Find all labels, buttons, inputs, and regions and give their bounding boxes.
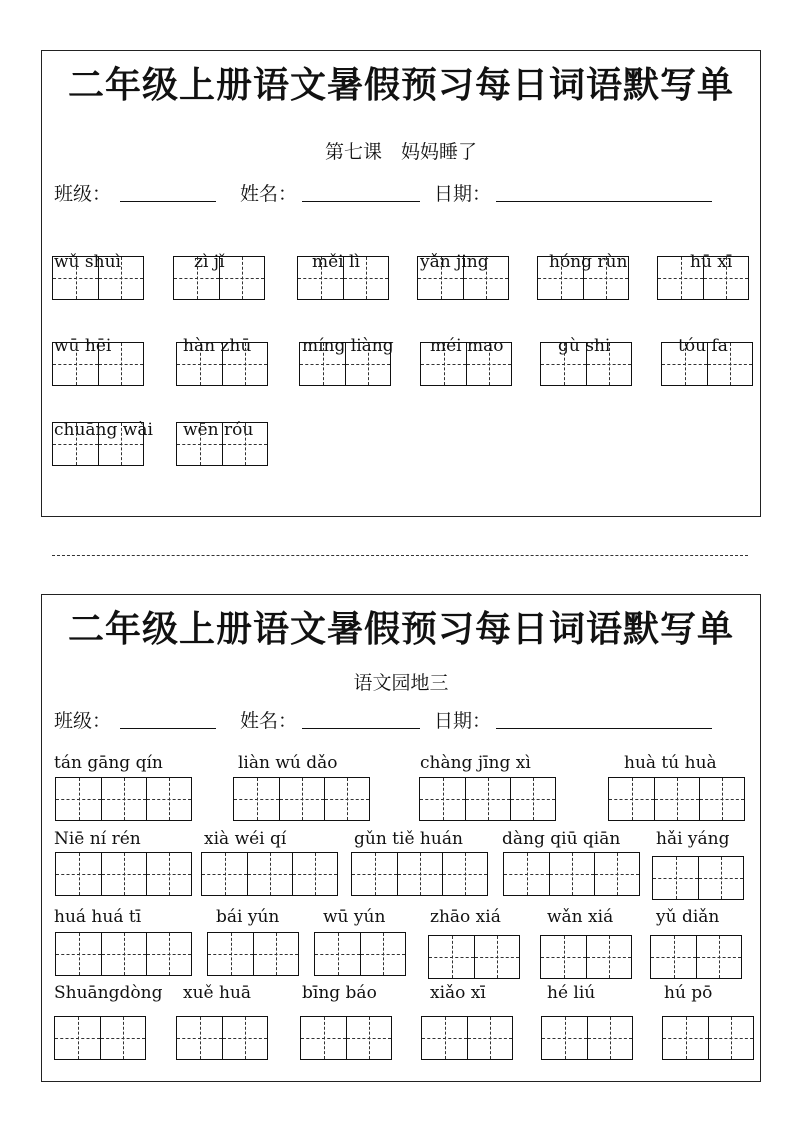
tianzige-cell[interactable] — [292, 853, 337, 895]
tianzige-cell[interactable] — [146, 933, 191, 975]
tianzige-cell[interactable] — [538, 257, 583, 299]
writing-box-group[interactable] — [297, 256, 389, 300]
writing-box-group[interactable] — [55, 852, 192, 896]
tianzige-cell[interactable] — [324, 778, 369, 820]
word-pinyin: wǔ shuì — [54, 252, 121, 272]
tianzige-cell[interactable] — [202, 853, 247, 895]
word-pinyin: huá huá tī — [54, 907, 142, 927]
tianzige-cell[interactable] — [98, 343, 143, 385]
writing-box-group[interactable] — [299, 342, 391, 386]
writing-box-group[interactable] — [176, 342, 268, 386]
tianzige-cell[interactable] — [421, 343, 466, 385]
word-pinyin: wū yún — [323, 907, 386, 927]
writing-box-group[interactable] — [503, 852, 640, 896]
word-pinyin: měi lì — [312, 252, 360, 272]
tianzige-cell[interactable] — [420, 778, 465, 820]
date-field[interactable] — [496, 201, 712, 202]
class-field[interactable] — [120, 201, 216, 202]
writing-box-group[interactable] — [657, 256, 749, 300]
name-field[interactable] — [302, 728, 420, 729]
tianzige-cell[interactable] — [696, 936, 741, 978]
tianzige-cell[interactable] — [146, 778, 191, 820]
writing-box-group[interactable] — [52, 422, 144, 466]
tianzige-cell[interactable] — [53, 423, 98, 465]
tianzige-cell[interactable] — [101, 853, 146, 895]
writing-box-group[interactable] — [541, 1016, 633, 1060]
word-pinyin: hū xī — [690, 252, 733, 272]
tianzige-cell[interactable] — [653, 857, 698, 899]
name-label: 姓名： — [240, 710, 298, 732]
tianzige-cell[interactable] — [707, 343, 752, 385]
writing-box-group[interactable] — [608, 777, 745, 821]
word-pinyin: méi mao — [430, 336, 504, 356]
tianzige-cell[interactable] — [662, 343, 707, 385]
tianzige-cell[interactable] — [234, 778, 279, 820]
writing-box-group[interactable] — [52, 342, 144, 386]
tianzige-cell[interactable] — [177, 1017, 222, 1059]
tianzige-cell[interactable] — [542, 1017, 587, 1059]
worksheet-title: 二年级上册语文暑假预习每日词语默写单 — [67, 609, 734, 650]
word-pinyin: hóng rùn — [549, 252, 628, 272]
word-pinyin: wū hēi — [54, 336, 112, 356]
tianzige-cell[interactable] — [663, 1017, 708, 1059]
tianzige-cell[interactable] — [298, 257, 343, 299]
tianzige-cell[interactable] — [541, 936, 586, 978]
tianzige-cell[interactable] — [510, 778, 555, 820]
writing-box-group[interactable] — [419, 777, 556, 821]
tianzige-cell[interactable] — [429, 936, 474, 978]
tianzige-cell[interactable] — [55, 1017, 100, 1059]
tianzige-cell[interactable] — [541, 343, 586, 385]
tianzige-cell[interactable] — [442, 853, 487, 895]
lesson-title: 语文园地三 — [353, 672, 449, 694]
tianzige-cell[interactable] — [463, 257, 508, 299]
tianzige-cell[interactable] — [609, 778, 654, 820]
tianzige-cell[interactable] — [222, 343, 267, 385]
tianzige-cell[interactable] — [465, 778, 510, 820]
tianzige-cell[interactable] — [101, 933, 146, 975]
tianzige-cell[interactable] — [549, 853, 594, 895]
date-label: 日期： — [434, 183, 492, 205]
word-pinyin: hé liú — [547, 983, 596, 1003]
tianzige-cell[interactable] — [699, 778, 744, 820]
word-pinyin: hǎi yáng — [656, 829, 730, 849]
tianzige-cell[interactable] — [474, 936, 519, 978]
writing-box-group[interactable] — [55, 777, 192, 821]
tianzige-cell[interactable] — [343, 257, 388, 299]
tianzige-cell[interactable] — [177, 343, 222, 385]
word-pinyin: xià wéi qí — [204, 829, 287, 849]
tianzige-cell[interactable] — [397, 853, 442, 895]
date-field[interactable] — [496, 728, 712, 729]
tianzige-cell[interactable] — [466, 343, 511, 385]
tianzige-cell[interactable] — [146, 853, 191, 895]
writing-box-group[interactable] — [52, 256, 144, 300]
tianzige-cell[interactable] — [53, 343, 98, 385]
word-pinyin: yǎn jing — [420, 252, 489, 272]
writing-box-group[interactable] — [300, 1016, 392, 1060]
tianzige-cell[interactable] — [698, 857, 743, 899]
name-field[interactable] — [302, 201, 420, 202]
tianzige-cell[interactable] — [253, 933, 298, 975]
cut-line-divider — [52, 555, 748, 556]
writing-box-group[interactable] — [207, 932, 299, 976]
tianzige-cell[interactable] — [56, 778, 101, 820]
word-pinyin: wēn róu — [183, 420, 254, 440]
class-label: 班级： — [54, 183, 112, 205]
word-pinyin: gù shi — [558, 336, 611, 356]
word-pinyin: Shuāngdòng — [54, 983, 163, 1003]
tianzige-cell[interactable] — [174, 257, 219, 299]
tianzige-cell[interactable] — [53, 257, 98, 299]
tianzige-cell[interactable] — [247, 853, 292, 895]
writing-box-group[interactable] — [176, 422, 268, 466]
date-label: 日期： — [434, 710, 492, 732]
writing-box-group[interactable] — [417, 256, 509, 300]
tianzige-cell[interactable] — [98, 423, 143, 465]
tianzige-cell[interactable] — [658, 257, 703, 299]
class-label: 班级： — [54, 710, 112, 732]
tianzige-cell[interactable] — [418, 257, 463, 299]
name-label: 姓名： — [240, 183, 298, 205]
word-pinyin: gǔn tiě huán — [354, 829, 463, 849]
word-pinyin: xuě huā — [183, 983, 252, 1003]
word-pinyin: chuāng wài — [54, 420, 153, 440]
tianzige-cell[interactable] — [583, 257, 628, 299]
worksheet-title: 二年级上册语文暑假预习每日词语默写单 — [67, 65, 734, 106]
tianzige-cell[interactable] — [300, 343, 345, 385]
word-pinyin: yǔ diǎn — [656, 907, 720, 927]
tianzige-cell[interactable] — [352, 853, 397, 895]
writing-box-group[interactable] — [54, 1016, 146, 1060]
writing-box-group[interactable] — [173, 256, 265, 300]
tianzige-cell[interactable] — [208, 933, 253, 975]
tianzige-cell[interactable] — [222, 1017, 267, 1059]
word-pinyin: tóu fa — [678, 336, 728, 356]
tianzige-cell[interactable] — [56, 933, 101, 975]
class-field[interactable] — [120, 728, 216, 729]
writing-box-group[interactable] — [652, 856, 744, 900]
word-pinyin: Niē ní rén — [54, 829, 141, 849]
writing-box-group[interactable] — [55, 932, 192, 976]
writing-box-group[interactable] — [201, 852, 338, 896]
tianzige-cell[interactable] — [56, 853, 101, 895]
word-pinyin: tán gāng qín — [54, 753, 163, 773]
tianzige-cell[interactable] — [360, 933, 405, 975]
writing-box-group[interactable] — [176, 1016, 268, 1060]
tianzige-cell[interactable] — [586, 343, 631, 385]
worksheet-2 — [41, 594, 761, 1082]
tianzige-cell[interactable] — [345, 343, 390, 385]
tianzige-cell[interactable] — [100, 1017, 145, 1059]
word-pinyin: dàng qiū qiān — [502, 829, 621, 849]
word-pinyin: huà tú huà — [624, 753, 717, 773]
word-pinyin: zì jǐ — [194, 252, 225, 272]
writing-box-group[interactable] — [420, 342, 512, 386]
writing-box-group[interactable] — [537, 256, 629, 300]
word-pinyin: wǎn xiá — [547, 907, 614, 927]
word-pinyin: liàn wú dǎo — [238, 753, 338, 773]
tianzige-cell[interactable] — [654, 778, 699, 820]
tianzige-cell[interactable] — [594, 853, 639, 895]
tianzige-cell[interactable] — [651, 936, 696, 978]
tianzige-cell[interactable] — [422, 1017, 467, 1059]
word-pinyin: zhāo xiá — [430, 907, 501, 927]
writing-box-group[interactable] — [540, 935, 632, 979]
tianzige-cell[interactable] — [708, 1017, 753, 1059]
writing-box-group[interactable] — [421, 1016, 513, 1060]
word-pinyin: hú pō — [664, 983, 713, 1003]
tianzige-cell[interactable] — [315, 933, 360, 975]
tianzige-cell[interactable] — [301, 1017, 346, 1059]
writing-box-group[interactable] — [662, 1016, 754, 1060]
writing-box-group[interactable] — [314, 932, 406, 976]
worksheet-1 — [41, 50, 761, 517]
writing-box-group[interactable] — [233, 777, 370, 821]
tianzige-cell[interactable] — [703, 257, 748, 299]
word-pinyin: xiǎo xī — [430, 983, 486, 1003]
tianzige-cell[interactable] — [222, 423, 267, 465]
writing-box-group[interactable] — [351, 852, 488, 896]
word-pinyin: chàng jīng xì — [420, 753, 531, 773]
writing-box-group[interactable] — [428, 935, 520, 979]
tianzige-cell[interactable] — [279, 778, 324, 820]
tianzige-cell[interactable] — [586, 936, 631, 978]
tianzige-cell[interactable] — [504, 853, 549, 895]
tianzige-cell[interactable] — [587, 1017, 632, 1059]
lesson-title: 第七课 妈妈睡了 — [324, 141, 477, 163]
tianzige-cell[interactable] — [98, 257, 143, 299]
word-pinyin: bīng báo — [302, 983, 377, 1003]
tianzige-cell[interactable] — [101, 778, 146, 820]
word-pinyin: bái yún — [216, 907, 280, 927]
tianzige-cell[interactable] — [177, 423, 222, 465]
writing-box-group[interactable] — [661, 342, 753, 386]
tianzige-cell[interactable] — [467, 1017, 512, 1059]
tianzige-cell[interactable] — [346, 1017, 391, 1059]
tianzige-cell[interactable] — [219, 257, 264, 299]
word-pinyin: hàn zhū — [183, 336, 252, 356]
writing-box-group[interactable] — [650, 935, 742, 979]
word-pinyin: míng liàng — [302, 336, 394, 356]
writing-box-group[interactable] — [540, 342, 632, 386]
